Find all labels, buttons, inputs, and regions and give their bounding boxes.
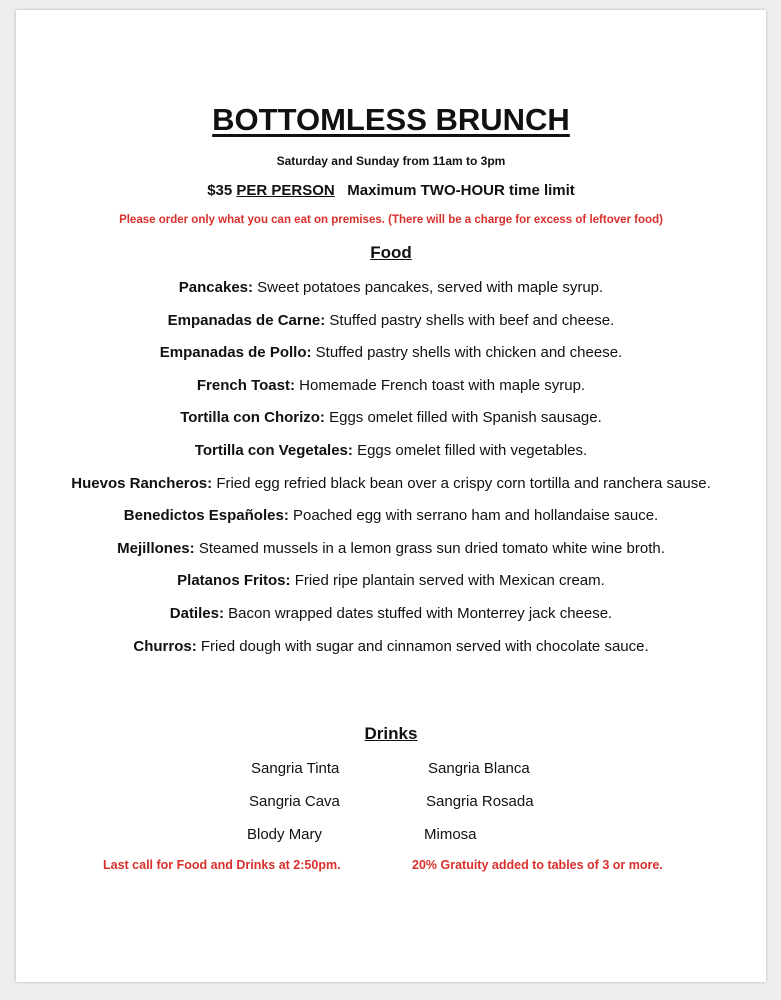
food-item-desc: Sweet potatoes pancakes, served with maple syrup. [257, 279, 604, 296]
food-item-name: Churros: [133, 637, 197, 655]
food-item-desc: Homemade French toast with maple syrup. [299, 376, 586, 394]
drink-item: Sangria Blanca [428, 760, 530, 777]
food-item-name: Empanadas de Pollo: [159, 344, 312, 362]
price-amount: $35 [207, 182, 233, 199]
food-item [16, 637, 766, 670]
drink-item: Sangria Tinta [251, 760, 340, 777]
food-item-desc: Stuffed pastry shells with chicken and cheese. [315, 344, 623, 362]
food-item [16, 343, 766, 376]
food-item-name: Tortilla con Vegetales: [194, 441, 353, 459]
food-item-desc: Eggs omelet filled with vegetables. [357, 441, 588, 459]
food-item [16, 311, 766, 344]
drink-item: Sangria Cava [249, 793, 340, 810]
food-item-name: Pancakes: [178, 279, 253, 296]
food-item-desc: Poached egg with serrano ham and hollandaise sauce. [292, 507, 659, 525]
menu-page [16, 10, 766, 982]
food-item-name: Datiles: [169, 604, 224, 622]
food-heading: Food [370, 243, 412, 262]
food-item [16, 474, 766, 507]
food-item-name: Platanos Fritos: [177, 572, 291, 590]
food-item-name: Mejillones: [117, 539, 195, 557]
leftover-warning: Please order only what you can eat on premises. (There will be a charge for excess of leftover food) [119, 214, 663, 226]
price-per-person: PER PERSON [236, 182, 335, 199]
food-item-name: Huevos Rancheros: [71, 474, 213, 492]
food-list [16, 278, 766, 669]
drink-item: Blody Mary [247, 826, 323, 843]
food-item [16, 539, 766, 572]
food-item [16, 376, 766, 409]
food-item-desc: Steamed mussels in a lemon grass sun dried tomato white wine broth. [198, 539, 665, 557]
food-item-name: French Toast: [196, 376, 295, 394]
last-call-note: Last call for Food and Drinks at 2:50pm. [103, 858, 341, 872]
price-line [16, 182, 766, 199]
drink-item: Mimosa [424, 826, 477, 843]
food-item [16, 506, 766, 539]
brunch-hours: Saturday and Sunday from 11am to 3pm [276, 154, 506, 168]
food-item [16, 278, 766, 311]
food-item-desc: Bacon wrapped dates stuffed with Monterrey jack cheese. [228, 604, 613, 622]
food-item-desc: Eggs omelet filled with Spanish sausage. [329, 409, 602, 427]
gratuity-note: 20% Gratuity added to tables of 3 or more. [412, 858, 663, 872]
food-item [16, 571, 766, 604]
time-limit: Maximum TWO-HOUR time limit [347, 182, 575, 199]
food-item [16, 441, 766, 474]
food-item-desc: Fried ripe plantain served with Mexican cream. [294, 572, 605, 590]
food-item-desc: Fried egg refried black bean over a crispy corn tortilla and ranchera sause. [216, 474, 711, 492]
food-item-desc: Stuffed pastry shells with beef and cheese. [329, 311, 615, 329]
drink-item: Sangria Rosada [426, 793, 534, 810]
food-item [16, 408, 766, 441]
food-item-name: Benedictos Españoles: [123, 507, 289, 525]
menu-title: BOTTOMLESS BRUNCH [212, 102, 570, 137]
food-item-desc: Fried dough with sugar and cinnamon served with chocolate sauce. [200, 637, 649, 655]
food-item-name: Tortilla con Chorizo: [180, 409, 325, 427]
drinks-heading: Drinks [364, 724, 418, 743]
food-item-name: Empanadas de Carne: [167, 311, 326, 329]
food-item [16, 604, 766, 637]
